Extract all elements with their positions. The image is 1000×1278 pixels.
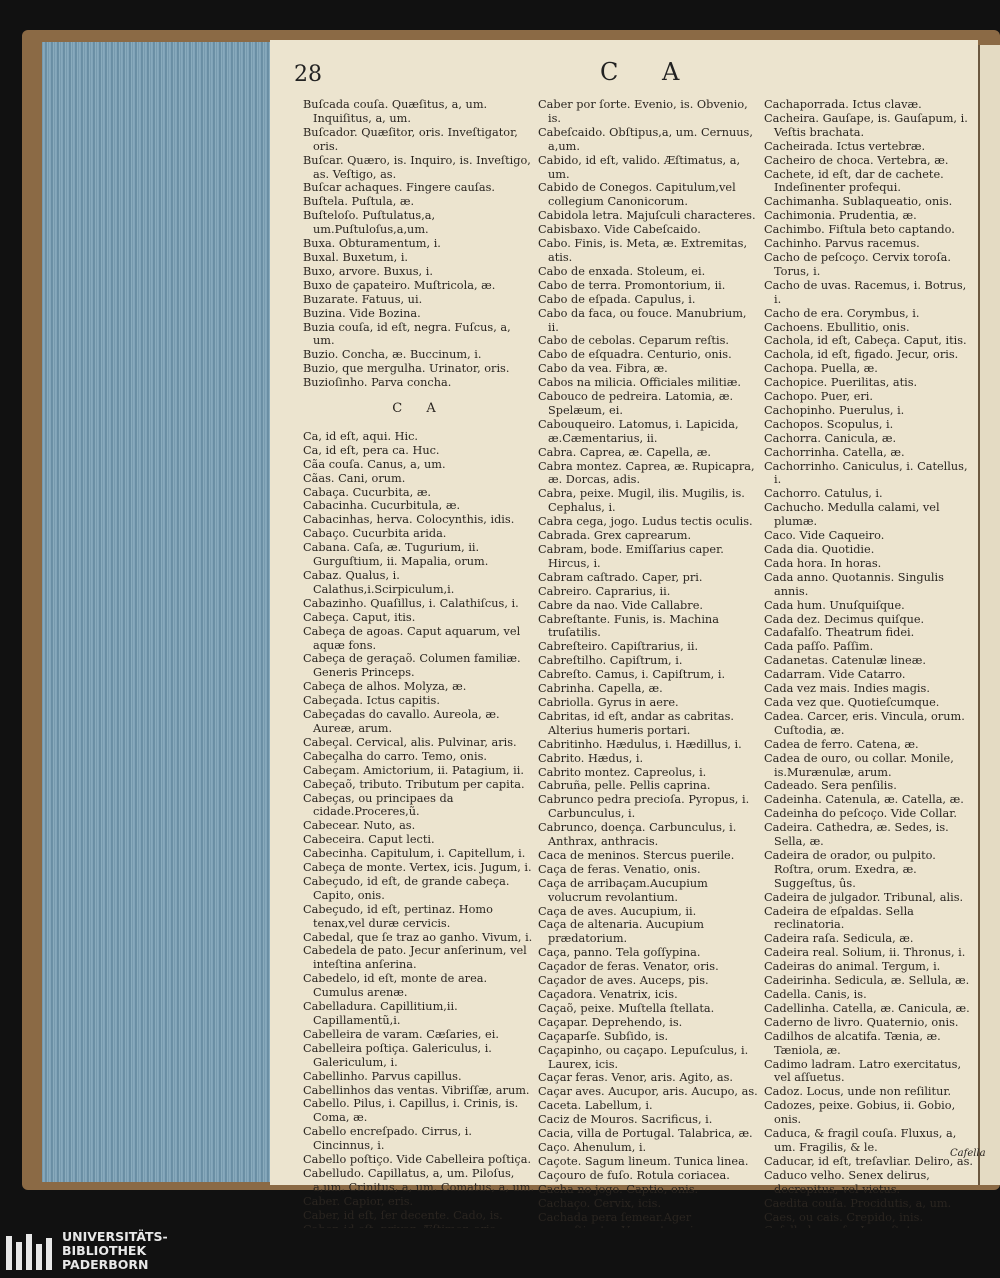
dictionary-entry: Caça de altenaria. Aucupium prædatorium. [538, 918, 704, 946]
dictionary-entry: Cachoens. Ebullitio, onis. [764, 320, 910, 334]
dictionary-column-3 [764, 98, 976, 1266]
dictionary-entry: Cabana. Caſa, æ. Tugurium, ii. Gurguſtium, ii. Mapalia, orum. [303, 541, 489, 569]
page-edges [42, 42, 272, 1182]
dictionary-entry: Cacho de uvas. Racemus, i. Botrus, i. [764, 278, 967, 306]
dictionary-entry: Buxa. Obturamentum, i. [303, 237, 441, 251]
dictionary-column-2 [538, 98, 760, 1266]
dictionary-entry: Cada hum. Unuſquiſque. [764, 598, 905, 612]
dictionary-entry: Caça de aves. Aucupium, ii. [538, 904, 697, 918]
dictionary-entry: Cabeça de monte. Vertex, icis. Jugum, i. [303, 861, 532, 875]
dictionary-entry: Buzio, que mergulha. Urinator, oris. [303, 362, 510, 376]
dictionary-entry: Cabo da vea. Fibra, æ. [538, 362, 668, 376]
dictionary-entry: Cadellinha. Catella, æ. Canicula, æ. [764, 1001, 970, 1015]
dictionary-entry: Cachorrinho. Caniculus, i. Catellus, i. [764, 459, 968, 487]
dictionary-entry: Cadeirinha. Sedicula, æ. Sellula, æ. [764, 974, 970, 988]
dictionary-entry: Cacheirada. Ictus vertebræ. [764, 139, 926, 153]
dictionary-entry: Cachopinho. Puerulus, i. [764, 403, 905, 417]
dictionary-entry: Caçador de feras. Venator, oris. [538, 960, 719, 974]
dictionary-entry: Cadeiras do animal. Tergum, i. [764, 960, 941, 974]
dictionary-entry: Cadeinha do peſcoço. Vide Collar. [764, 807, 957, 821]
dictionary-entry: Buſtela. Puſtula, æ. [303, 195, 415, 209]
dictionary-entry: Buſcada couſa. Quæſitus, a, um. Inquiſitus, a, um. [303, 98, 488, 125]
dictionary-entry: Caçaparſe. Subſido, is. [538, 1029, 669, 1043]
dictionary-entry: Cabrada. Grex caprearum. [538, 529, 692, 543]
dictionary-entry: Cabra montez. Caprea, æ. Rupicapra, æ. Dorcas, adis. [538, 459, 755, 487]
dictionary-entry: Cabelleira de varam. Cæſaries, ei. [303, 1027, 499, 1041]
dictionary-entry: Cabaço. Cucurbita arida. [303, 527, 447, 541]
dictionary-entry: Buzioſinho. Parva concha. [303, 376, 452, 390]
dictionary-entry: Buzina. Vide Bozina. [303, 306, 421, 320]
dictionary-entry: Cabeça. Caput, itis. [303, 610, 416, 624]
dictionary-entry: Buzia couſa, id eſt, negra. Fuſcus, a, um. [303, 320, 511, 348]
dictionary-entry: Cachorra. Canicula, æ. [764, 431, 897, 445]
dictionary-entry: Cachopa. Puella, æ. [764, 362, 878, 376]
dictionary-entry: Cadanetas. Catenulæ lineæ. [764, 654, 926, 668]
dictionary-entry: Cachimbo. Fiſtula beto captando. [764, 223, 955, 237]
dictionary-entry: Caber, id eſt, ſer decente. Cado, is. [303, 1208, 503, 1222]
dictionary-entry: Caedita couſa. Procidutis, a, um. [764, 1196, 952, 1210]
dictionary-entry: Cabreſtante. Funis, is. Machina truſatilis. [538, 612, 719, 640]
dictionary-entry: Cachete, id eſt, dar de cachete. Indeſinenter profequi. [764, 167, 944, 195]
dictionary-entry: Cabedal, que ſe traz ao ganho. Vivum, i. [303, 930, 533, 944]
dictionary-entry: Cabreſtilho. Capiſtrum, i. [538, 654, 683, 668]
dictionary-entry: Cabo. Finis, is. Meta, æ. Extremitas, atis. [538, 237, 748, 264]
dictionary-entry: Cachimonia. Prudentia, æ. [764, 209, 917, 223]
facing-page-edge [978, 45, 1000, 1185]
dictionary-entry: Cabo de terra. Promontorium, ii. [538, 278, 726, 292]
dictionary-entry: Buſteloſo. Puſtulatus,a, um.Puſtuloſus,a,um. [303, 209, 436, 237]
dictionary-entry: Cabreſteiro. Capiſtrarius, ii. [538, 640, 699, 654]
dictionary-entry: Caceta. Labellum, i. [538, 1099, 653, 1113]
dictionary-entry: Cacho de peſcoço. Cervix toroſa. Torus, i. [764, 250, 951, 278]
dictionary-entry: Cabrinha. Capella, æ. [538, 682, 663, 696]
dictionary-entry: Buxo, arvore. Buxus, i. [303, 264, 433, 278]
dictionary-entry: Cabra cega, jogo. Ludus tectis oculis. [538, 515, 753, 529]
dictionary-entry: Cabeça de geraçaõ. Columen familiæ. Generis Princeps. [303, 652, 521, 680]
dictionary-entry: Cabellinho. Parvus capillus. [303, 1069, 462, 1083]
dictionary-entry: Cabruña, pelle. Pellis caprina. [538, 779, 711, 793]
dictionary-entry: Cabreſto. Camus, i. Capiſtrum, i. [538, 668, 726, 682]
dictionary-entry: Cadella. Canis, is. [764, 988, 867, 1001]
dictionary-entry: Cabeça de agoas. Caput aquarum, vel aquæ fons. [303, 624, 521, 652]
dictionary-entry: Cachada pera ſemear.Ager [538, 1210, 692, 1224]
dictionary-entry: Cadeira raſa. Sedicula, æ. [764, 932, 914, 946]
dictionary-entry: Cabrunco, doença. Carbunculus, i. Anthrax, anthracis. [538, 821, 737, 849]
dictionary-entry: Caçapinho, ou caçapo. Lepuſculus, i. Laurex, icis. [538, 1043, 749, 1071]
dictionary-entry: Cabrito. Hædus, i. [538, 751, 644, 765]
dictionary-entry: Cada paſſo. Paſſim. [764, 640, 874, 654]
dictionary-entry: Cabriolla. Gyrus in aere. [538, 695, 679, 709]
dictionary-entry: Cachucho. Medulla calami, vel plumæ. [764, 501, 940, 529]
dictionary-entry: Cãas. Cani, orum. [303, 471, 406, 485]
page-number: 28 [294, 62, 322, 87]
dictionary-entry: Caco. Vide Caqueiro. [764, 529, 885, 543]
dictionary-entry: Cadeira. Cathedra, æ. Sedes, is. Sella, æ. [764, 821, 949, 849]
dictionary-entry: Cada hora. In horas. [764, 556, 882, 570]
dictionary-entry: Cabidola letra. Majuſculi characteres. [538, 209, 756, 223]
dictionary-entry: Cabaça. Cucurbita, æ. [303, 485, 432, 499]
dictionary-entry: Caduca, & fragil couſa. Fluxus, a, um. Fragilis, & le. [764, 1127, 957, 1154]
dictionary-entry: Cadeira de orador, ou pulpito. Roſtra, orum. Exedra, æ. Suggeſtus, ûs. [764, 848, 936, 890]
dictionary-entry: Caçadora. Venatrix, icis. [538, 988, 678, 1001]
dictionary-entry: Cada vez que. Quotieſcumque. [764, 695, 940, 709]
dictionary-entry: Buxo de çapateiro. Muſtricola, æ. [303, 278, 496, 292]
dictionary-entry: Cadarram. Vide Catarro. [764, 668, 906, 682]
dictionary-entry: Cabreiro. Caprarius, ii. [538, 584, 671, 598]
dictionary-entry: Cacheira. Gauſape, is. Gauſapum, i. Veſtis brachata. [764, 111, 968, 139]
dictionary-entry: Cabido, id eſt, valido. Æſtimatus, a, um. [538, 153, 741, 181]
dictionary-entry: Cada anno. Quotannis. Singulis annis. [764, 570, 944, 598]
dictionary-entry: Cabeça de alhos. Molyza, æ. [303, 680, 467, 694]
dictionary-entry: Buſcar. Quæro, is. Inquiro, is. Inveſtigo, as. Veſtigo, as. [303, 153, 531, 181]
dictionary-entry: Cadeira real. Solium, ii. Thronus, i. [764, 946, 966, 960]
dictionary-entry: Cacheiro de choca. Vertebra, æ. [764, 153, 949, 167]
dictionary-entry: Cadoz. Locus, unde non reſilitur. [764, 1085, 952, 1099]
dictionary-entry: Cabelludo. Capillatus, a, um. Piloſus, a,um. Crinitus, a, um. Comatus, a, um. [303, 1166, 535, 1194]
dictionary-entry: Cabeçadas do cavallo. Aureola, æ. Aureæ, arum. [303, 708, 500, 735]
dictionary-entry: Cãa couſa. Canus, a, um. [303, 457, 446, 471]
dictionary-entry: Cabo de eſquadra. Centurio, onis. [538, 348, 732, 362]
dictionary-entry: Cabacinhas, herva. Colocynthis, idis. [303, 513, 515, 527]
dictionary-entry: Cabeſcaido. Obſtipus,a, um. Cernuus, a,um. [538, 125, 753, 153]
running-head: C A [600, 58, 698, 86]
dictionary-entry: Cadea de ferro. Catena, æ. [764, 737, 919, 751]
dictionary-entry: Cada vez mais. Indies magis. [764, 682, 930, 696]
dictionary-entry: Cabrunco pedra precioſa. Pyropus, i. Carbunculus, i. [538, 793, 750, 821]
dictionary-entry: Cadea. Carcer, eris. Vincula, orum. Cuſtodia, æ. [764, 709, 965, 737]
dictionary-entry: Cabeçudo, id eſt, pertinaz. Homo tenax,vel duræ cervicis. [303, 902, 493, 930]
dictionary-entry: Cachimanha. Sublaqueatio, onis. [764, 195, 953, 209]
dictionary-entry: Cabedelo, id eſt, monte de area. Cumulus arenæ. [303, 972, 488, 1000]
section-heading: C A [392, 401, 446, 417]
dictionary-entry: Cabido de Conegos. Capitulum,vel collegium Canonicorum. [538, 181, 736, 209]
dictionary-entry: Caçote. Sagum lineum. Tunica linea. [538, 1154, 749, 1168]
dictionary-entry: Cadea de ouro, ou collar. Monile, is.Murænulæ, arum. [764, 751, 954, 779]
dictionary-entry: Cachorrinha. Catella, æ. [764, 445, 905, 459]
dictionary-entry: Cadozes, peixe. Gobius, ii. Gobio, onis. [764, 1099, 956, 1127]
dictionary-entry: Cachopos. Scopulus, i. [764, 417, 894, 431]
dictionary-entry: Buxal. Buxetum, i. [303, 250, 409, 264]
dictionary-entry: Caço. Ahenulum, i. [538, 1140, 647, 1154]
dictionary-entry: Cabeçaõ, tributo. Tributum per capita. [303, 777, 525, 791]
dictionary-entry: Cabello. Pilus, i. Capillus, i. Crinis, is. Coma, æ. [303, 1097, 519, 1125]
dictionary-entry: Cabelleira poſtiça. Galericulus, i. Galericulum, i. [303, 1041, 492, 1069]
dictionary-entry: Caber por ſorte. Evenio, is. Obvenio, is. [538, 98, 748, 125]
dictionary-entry: Cachola, id eſt, Cabeça. Caput, itis. [764, 334, 967, 348]
dictionary-entry: Buſcador. Quæſitor, oris. Inveſtigator, oris. [303, 125, 518, 153]
dictionary-entry: Caça de feras. Venatio, onis. [538, 862, 701, 876]
dictionary-entry: Cabritas, id eſt, andar as cabritas. Alterius humeris portari. [538, 709, 734, 737]
catchword: Cafella [950, 1148, 986, 1159]
dictionary-entry: Cabouqueiro. Latomus, i. Lapicida, æ.Cæmentarius, ii. [538, 417, 739, 445]
dictionary-entry: Cabeçudo, id eſt, de grande cabeça. Capito, onis. [303, 874, 510, 902]
dictionary-entry: Cadeira de julgador. Tribunal, alis. [764, 890, 964, 904]
dictionary-entry: Cabecear. Nuto, as. [303, 819, 416, 833]
dictionary-entry: Caes, ou cais. Crepido, inis. [764, 1210, 924, 1224]
dictionary-entry: Caçar feras. Venor, aris. Agito, as. [538, 1071, 734, 1085]
dictionary-entry: Caçouro de fuſo. Rotula coriacea. [538, 1168, 730, 1182]
dictionary-entry: Cabrito montez. Capreolus, i. [538, 765, 707, 779]
dictionary-entry: Cabazinho. Quaſillus, i. Calathiſcus, i. [303, 596, 519, 610]
dictionary-entry: Cacho de era. Corymbus, i. [764, 306, 920, 320]
dictionary-entry: Cacha no jogo. Captio, onis. [538, 1182, 699, 1196]
dictionary-entry: Caderno de livro. Quaternio, onis. [764, 1015, 959, 1029]
dictionary-entry: Caber. Capior, eris. [303, 1194, 414, 1208]
dictionary-entry: Cabra. Caprea, æ. Capella, æ. [538, 445, 711, 459]
dictionary-entry: Cabecinha. Capitulum, i. Capitellum, i. [303, 847, 526, 861]
dictionary-entry: Cabeças, ou principaes da cidade.Proceres,ũ. [303, 791, 454, 819]
dictionary-entry: Cachinho. Parvus racemus. [764, 237, 920, 251]
dictionary-entry: Cabedela de pato. Jecur anſerinum, vel inteſtina anſerina. [303, 944, 527, 972]
dictionary-entry: Cabritinho. Hædulus, i. Hædillus, i. [538, 737, 742, 751]
dictionary-entry: Cadilhos de alcatifa. Tænia, æ. Tæniola, æ. [764, 1029, 941, 1057]
dictionary-entry: Cabisbaxo. Vide Cabeſcaido. [538, 223, 701, 237]
dictionary-entry: Cadeado. Sera penſilis. [764, 779, 897, 793]
dictionary-entry: Cada dia. Quotidie. [764, 543, 875, 556]
library-name-line-1: UNIVERSITÄTS- [62, 1229, 168, 1244]
dictionary-entry: Cabo de eſpada. Capulus, i. [538, 292, 696, 306]
dictionary-entry: Cadeira de eſpaldas. Sella reclinatoria. [764, 904, 914, 932]
dictionary-entry: Caça, panno. Tela goſſypina. [538, 946, 701, 960]
dictionary-entry: Cabo da faca, ou fouce. Manubrium, ii. [538, 306, 747, 334]
dictionary-entry: Buzio. Concha, æ. Buccinum, i. [303, 348, 482, 362]
dictionary-entry: Cachorro. Catulus, i. [764, 487, 883, 501]
dictionary-entry: Cachaporrada. Ictus clavæ. [764, 98, 922, 111]
dictionary-entry: Caça de arribaçam.Aucupium volucrum revolantium. [538, 876, 708, 904]
library-logo-icon [4, 1232, 56, 1274]
dictionary-entry: Buſcar achaques. Fingere cauſas. [303, 181, 496, 195]
dictionary-entry: Caduco velho. Senex delirus, decrepitus, vel vietus. [764, 1168, 930, 1196]
dictionary-entry: Cadimo ladram. Latro exercitatus, vel aſſuetus. [764, 1057, 962, 1085]
dictionary-entry: Caçador de aves. Auceps, pis. [538, 974, 709, 988]
dictionary-entry: Caçaõ, peixe. Muſtella ſtellata. [538, 1001, 715, 1015]
dictionary-entry: Cadafalſo. Theatrum fidei. [764, 626, 915, 640]
dictionary-column-1 [303, 98, 535, 1250]
dictionary-entry: Cabra, peixe. Mugil, ilis. Mugilis, is. Cephalus, i. [538, 487, 745, 515]
dictionary-entry: Cabeceira. Caput lecti. [303, 833, 435, 847]
dictionary-entry: Cabeçada. Ictus capitis. [303, 694, 440, 708]
dictionary-entry: Cabeçalha do carro. Temo, onis. [303, 749, 487, 763]
library-name [62, 1230, 168, 1272]
dictionary-entry: Cabeçal. Cervical, alis. Pulvinar, aris. [303, 735, 517, 749]
dictionary-entry: Cabelladura. Capillitium,ii. Capillamentũ,i. [303, 1000, 458, 1027]
dictionary-entry: Cachopo. Puer, eri. [764, 390, 873, 404]
dictionary-entry: Caciz de Mouros. Sacrificus, i. [538, 1113, 713, 1127]
dictionary-entry: Caçar aves. Aucupor, aris. Aucupo, as. [538, 1085, 758, 1099]
dictionary-entry: Cabram caſtrado. Caper, pri. [538, 570, 703, 584]
dictionary-entry: Cabacinha. Cucurbitula, æ. [303, 499, 461, 513]
dictionary-entry: Cacia, villa de Portugal. Talabrica, æ. [538, 1127, 753, 1141]
dictionary-entry: Caçapar. Deprehendo, is. [538, 1015, 683, 1029]
dictionary-entry: Cabo de cebolas. Ceparum reſtis. [538, 334, 729, 348]
dictionary-entry: Cabram, bode. Emiſſarius caper. Hircus, i. [538, 543, 724, 570]
dictionary-entry: Cadeinha. Catenula, æ. Catella, æ. [764, 793, 964, 807]
dictionary-entry: Caducar, id eſt, treſavliar. Deliro, as. [764, 1154, 974, 1168]
dictionary-entry: Cachaço. Cervix, icis. [538, 1196, 662, 1210]
dictionary-entry: Cabello encreſpado. Cirrus, i. Cincinnus, i. [303, 1125, 472, 1153]
dictionary-entry: Cabos na milicia. Officiales militiæ. [538, 376, 741, 390]
dictionary-entry: Cabouco de pedreira. Latomia, æ. Spelæum, ei. [538, 390, 734, 417]
dictionary-entry: Ca, id eſt, pera ca. Huc. [303, 443, 440, 457]
dictionary-entry: Caca de meninos. Stercus puerile. [538, 848, 735, 862]
dictionary-entry: Cachola, id eſt, figado. Jecur, oris. [764, 348, 959, 362]
dictionary-entry: Cabo de enxada. Stoleum, ei. [538, 264, 706, 278]
dictionary-entry: Cabellinhos das ventas. Vibriſſæ, arum. [303, 1083, 530, 1097]
dictionary-entry: Cabello poſtiço. Vide Cabelleira poſtiça. [303, 1153, 532, 1167]
library-name-line-3: PADERBORN [62, 1257, 149, 1272]
dictionary-entry: Cabeçam. Amictorium, ii. Patagium, ii. [303, 763, 524, 777]
dictionary-entry: Cada dez. Decimus quiſque. [764, 612, 925, 626]
dictionary-entry: Ca, id eſt, aqui. Hic. [303, 429, 419, 443]
dictionary-entry: Buzarate. Fatuus, ui. [303, 292, 423, 306]
library-name-line-2: BIBLIOTHEK [62, 1243, 147, 1258]
dictionary-entry: Cabre da nao. Vide Callabre. [538, 598, 703, 612]
dictionary-entry: Cabaz. Qualus, i. Calathus,i.Scirpiculum,i. [303, 569, 455, 596]
dictionary-entry: Cachopice. Puerilitas, atis. [764, 376, 918, 390]
